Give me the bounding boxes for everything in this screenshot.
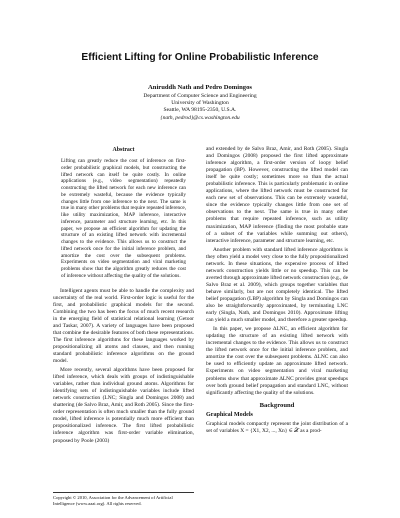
section-heading: Background: [259, 401, 295, 409]
author-names: Aniruddh Nath and Pedro Domingos: [148, 84, 252, 91]
author-email: {nath, pedrod}@cs.washington.edu: [160, 114, 240, 121]
affiliation-line: Department of Computer Science and Engineering: [143, 93, 257, 99]
affiliation-line: Seattle, WA 98195-2350, U.S.A.: [163, 107, 237, 114]
right-column: [206, 146, 348, 437]
abstract-text: Lifting can greatly reduce the cost of inference on first-order probabilistic graphical models, but constructing the lifted network can itself be quite costly. In online applications (e.g., video segmentation) repeatedly constructing the lifted network for each new inference can be extremely wasteful, because the evidence typically changes little from one inference to the next. The same is true in many other problems that require repeated inference, like utility maximization, MAP inference, interactive inference, parameter and structure learning, etc. In this paper, we propose an efficient algorithm for updating the structure of an existing lifted network with incremental changes to the evidence. This allows us to construct the lifted network once for the initial inference problem, and amortize the cost over the subsequent problems. Experiments on video segmentation and viral marketing problems show that the algorithm greatly reduces the cost of inference without affecting the quality of the solutions.: [61, 158, 186, 279]
body-paragraph: In this paper, we propose ΔLNC, an efficient algorithm for updating the structure of an existing lifted network with incremental changes to the evidence. This allows us to construct the lifted network once for the initial inference problem, and amortize the cost over the subsequent problems. ΔLNC can also be used to efficiently update an approximate lifted network. Experiments on video segmentation and viral marketing problems show that approximate ΔLNC provides great speedups over both ground belief propagation and standard LNC, without significantly affecting the quality of the solutions.: [206, 326, 348, 396]
body-paragraph: Another problem with standard lifted inference algorithms is they often yield a model very close to the fully propositionalized network. In these situations, the expensive process of lifted network construction yields little or no speedup. This can be averted through approximate lifted network construction (e.g., de Salvo Braz et al. 2009), which groups together variables that behave similarly, but are not completely identical. The lifted belief propagation (LBP) algorithm by Singla and Domingos can also be straightforwardly approximated, by terminating LNC early (Singla, Nath, and Domingos 2010). Approximate lifting can yield a much smaller model, and therefore a greater speedup.: [206, 246, 348, 324]
body-paragraph: More recently, several algorithms have been proposed for lifted inference, which deals with groups of indistinguishable variables, rather than individual ground atoms. Algorithms for identifying sets of indistinguishable variables include lifted network construction (LNC; Singla and Domingos 2008) and shattering (de Salvo Braz, Amir, and Roth 2005). Since the first-order representation is often much smaller than the fully ground model, lifted inference is potentially much more efficient than propositionalized inference. The first lifted probabilistic inference algorithm was first-order variable elimination, proposed by Poole (2003): [53, 367, 194, 444]
abstract-heading: Abstract: [112, 147, 135, 153]
body-paragraph: Graphical models compactly represent the joint distribution of a set of variables X = {X1, X2, ..., Xn} ∈ 𝒳 as a prod-: [206, 420, 348, 434]
paper-title: Efficient Lifting for Online Probabilistic Inference: [81, 52, 319, 63]
affiliation-line: University of Washington: [171, 100, 229, 107]
left-column: [53, 147, 194, 447]
subsection-heading: Graphical Models: [206, 411, 253, 418]
copyright-footnote: Copyright © 2010, Association for the Advancement of Artificial Intelligence (www.aaai.org). All rights reserved.: [53, 492, 194, 507]
body-paragraph: Intelligent agents must be able to handle the complexity and uncertainty of the real world. First-order logic is useful for the first, and probabilistic graphical models for the second. Combining the two has been the focus of much recent research in the emerging field of statistical relational learning (Getoor and Taskar, 2007). A variety of languages have been proposed that combine the desirable features of both these representations. The first inference algorithms for these languages worked by propositionalizing all atoms and clauses, and then running standard probabilistic inference algorithms on the ground model.: [53, 287, 194, 365]
affiliation-block: [0, 93, 400, 122]
body-paragraph: and extended by de Salvo Braz, Amir, and Roth (2005). Singla and Domingos (2008) proposed the first lifted approximate inference algorithm, a first-order version of loopy belief propagation (BP). However, constructing the lifted model can itself be quite costly; sometimes more so than the actual probabilistic inference. This is particularly problematic in online applications, where the lifted network must be constructed for each new set of observations. This can be extremely wasteful, since the evidence typically changes little from one set of observations to the next. The same is true in many other problems that require repeated inference, such as utility maximization, MAP inference (finding the most probable state of a subset of the variables while summing out others), interactive inference, parameter and structure learning, etc.: [206, 146, 348, 244]
